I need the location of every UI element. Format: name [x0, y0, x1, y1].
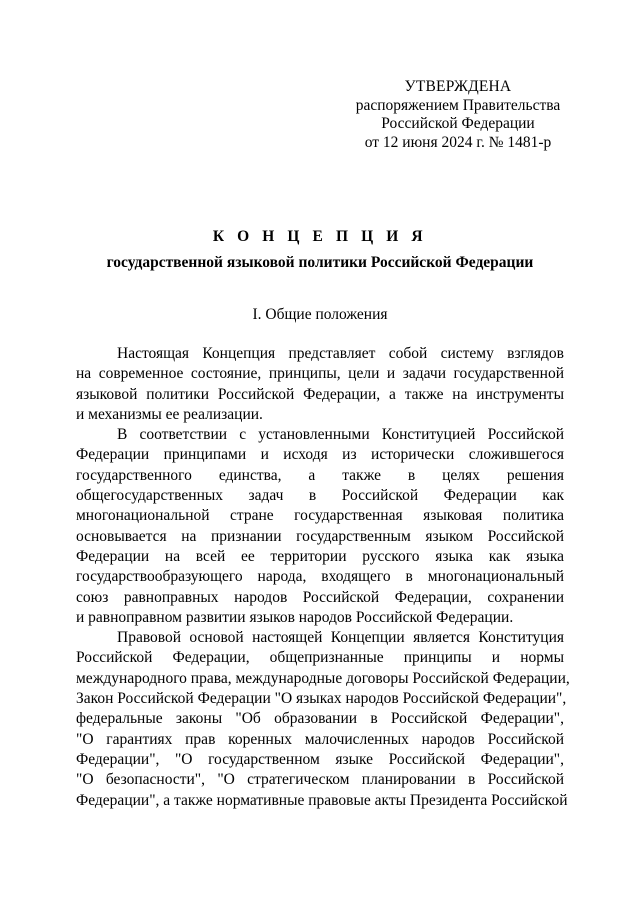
- paragraph-line: языковой политики Российской Федерации, а также на инструменты: [76, 385, 564, 403]
- paragraph-line: Федерации", "О государственном языке Российской Федерации",: [76, 750, 564, 768]
- paragraph-line: "О гарантиях прав коренных малочисленных народов Российской: [76, 730, 564, 748]
- approval-block: [352, 78, 564, 152]
- paragraph-line: на современное состояние, принципы, цели и задачи государственной: [76, 365, 564, 383]
- approval-line-1: распоряжением Правительства: [355, 96, 561, 114]
- paragraph-line: государственного единства, а также в целях решения: [76, 466, 564, 484]
- paragraph-line: Российской Федерации, общепризнанные принципы и нормы: [76, 649, 564, 667]
- paragraph-line: основывается на признании государственным языком Российской: [76, 527, 564, 545]
- paragraph-line: В соответствии с установленными Конституцией Российской: [117, 426, 564, 444]
- approval-line-2: Российской Федерации: [381, 115, 535, 132]
- approval-line-3: от 12 июня 2024 г. № 1481-р: [364, 133, 552, 151]
- paragraph-line: и механизмы ее реализации.: [76, 405, 263, 423]
- paragraph-line: государствообразующего народа, входящего в многонациональный: [76, 568, 564, 586]
- paragraph-line: общегосударственных задач в Российской Федерации как: [76, 487, 564, 505]
- paragraph-line: Федерации на всей ее территории русского языка как языка: [76, 547, 564, 565]
- paragraph-line: Правовой основой настоящей Концепции является Конституция: [117, 629, 564, 647]
- approval-stamp: УТВЕРЖДЕНА: [404, 78, 512, 95]
- paragraph-line: Федерации принципами и исходя из исторически сложившегося: [76, 446, 564, 464]
- paragraph-line: "О безопасности", "О стратегическом планировании в Российской: [76, 771, 564, 789]
- paragraph-line: союз равноправных народов Российской Федерации, сохранении: [76, 588, 564, 606]
- paragraph-line: многонациональной стране государственная языковая политика: [76, 507, 564, 525]
- paragraph-line: и равноправном развитии языков народов Российской Федерации.: [76, 608, 514, 626]
- paragraph-line: международного права, международные договоры Российской Федерации,: [76, 669, 570, 687]
- paragraph-line: Закон Российской Федерации "О языках народов Российской Федерации",: [76, 690, 567, 708]
- paragraph-line: федеральные законы "Об образовании в Российской Федерации",: [76, 710, 564, 728]
- document-subtitle: государственной языковой политики Российской Федерации: [106, 254, 534, 271]
- document-title: К О Н Ц Е П Ц И Я: [212, 228, 428, 245]
- document-body: [76, 344, 570, 811]
- paragraph-line: Федерации", а также нормативные правовые акты Президента Российской: [76, 791, 568, 809]
- section-heading: I. Общие положения: [252, 306, 388, 323]
- paragraph-line: Настоящая Концепция представляет собой систему взглядов: [117, 345, 564, 362]
